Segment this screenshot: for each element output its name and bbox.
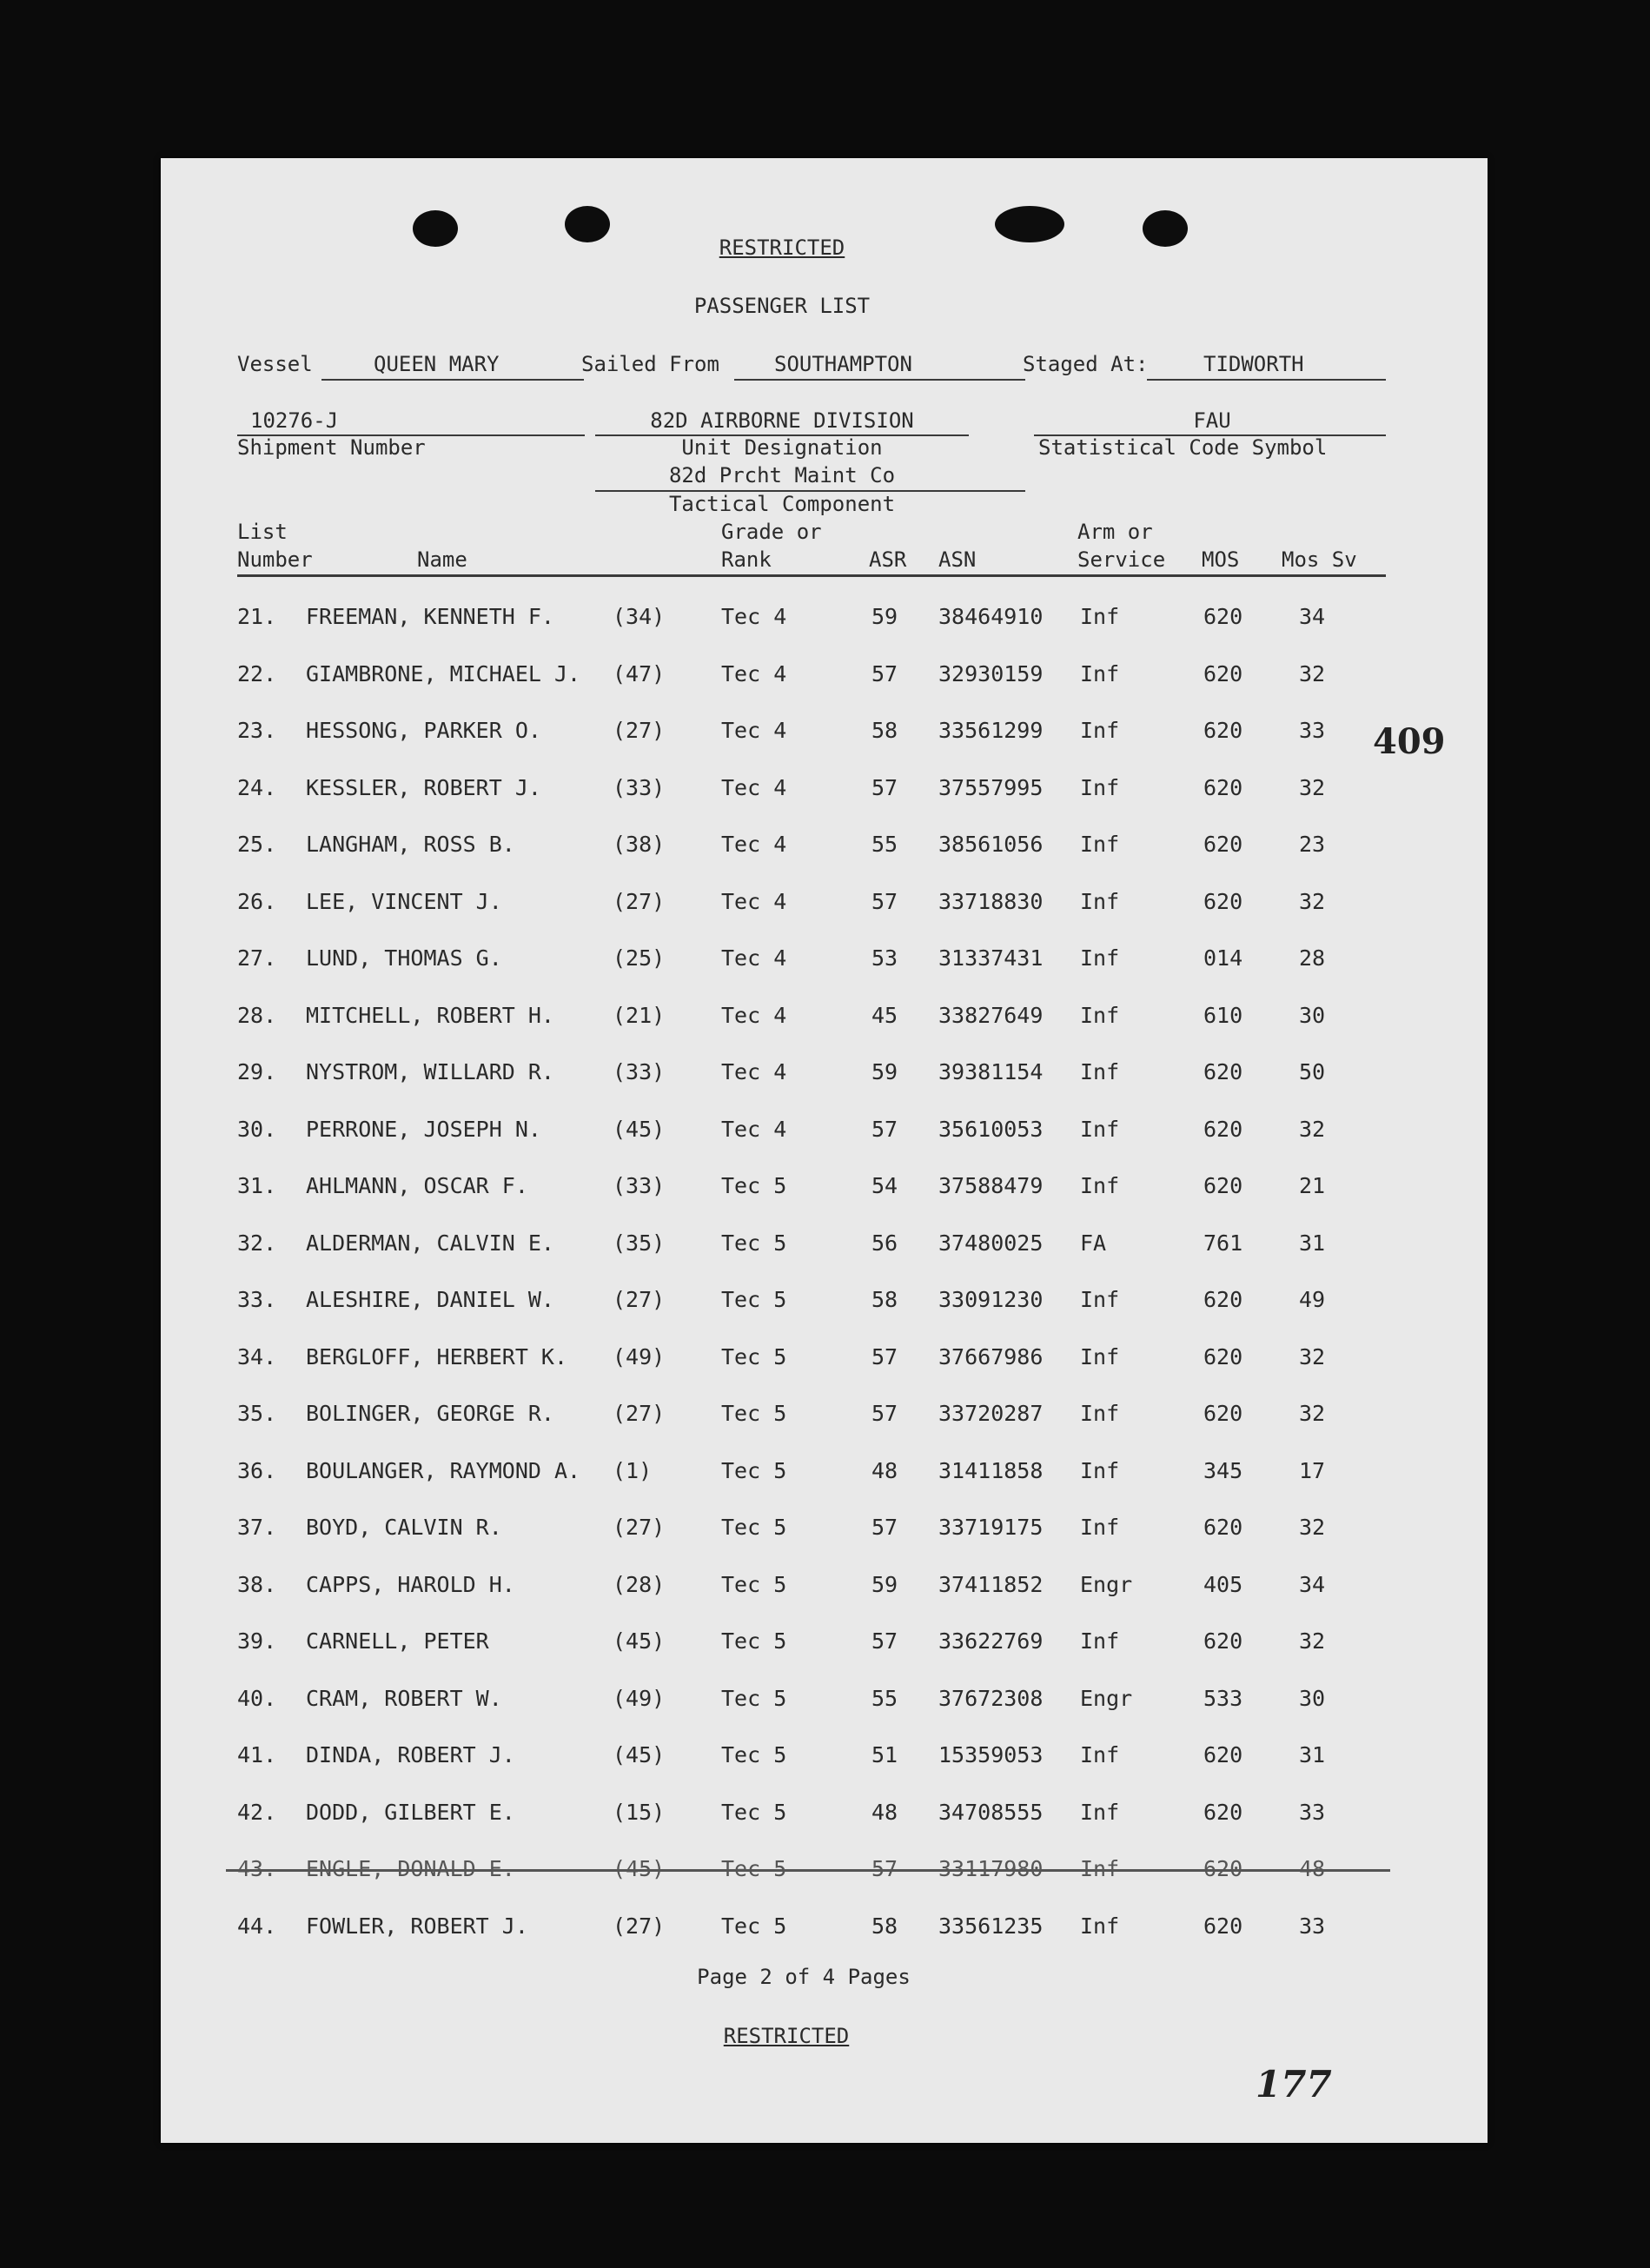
row-name: DODD, GILBERT E. [306,1799,515,1825]
row-age: (34) [613,604,666,629]
row-asn: 15359053 [938,1742,1044,1767]
row-name: BERGLOFF, HERBERT K. [306,1343,568,1369]
row-number: 40. [237,1685,277,1711]
row-mos-sv: 32 [1299,1515,1326,1540]
sailed-label: Sailed From [581,352,719,376]
row-asr: 57 [871,1856,898,1881]
table-row [161,1454,1488,1489]
row-asn: 33827649 [938,1002,1044,1028]
col-asr: ASR [869,547,907,572]
row-mos: 761 [1203,1230,1243,1256]
row-name: FOWLER, ROBERT J. [306,1913,528,1939]
table-row [161,1396,1488,1431]
row-arm: Inf [1080,1287,1120,1312]
row-mos: 620 [1203,1628,1243,1654]
row-mos: 345 [1203,1457,1243,1483]
row-arm: Inf [1080,1457,1120,1483]
row-asr: 57 [871,888,898,914]
row-grade: Tec 5 [721,1799,787,1825]
table-row [161,1909,1488,1944]
row-asn: 38464910 [938,604,1044,629]
row-name: CRAM, ROBERT W. [306,1685,502,1711]
row-grade: Tec 4 [721,945,787,971]
row-age: (27) [613,1401,666,1426]
col-list-number-2: Number [237,547,313,572]
row-arm: Inf [1080,1742,1120,1767]
table-row [161,1226,1488,1261]
row-asr: 59 [871,604,898,629]
row-age: (49) [613,1343,666,1369]
row-number: 44. [237,1913,277,1939]
row-grade: Tec 4 [721,888,787,914]
row-age: (45) [613,1116,666,1142]
row-mos-sv: 32 [1299,660,1326,686]
row-age: (21) [613,1002,666,1028]
table-row [161,1283,1488,1317]
tactical-component: 82d Prcht Maint Co [668,463,896,487]
row-mos-sv: 32 [1299,1628,1326,1654]
row-asn: 37672308 [938,1685,1044,1711]
row-arm: Inf [1080,774,1120,800]
row-arm: Inf [1080,945,1120,971]
row-number: 23. [237,718,277,743]
unit-label: Unit Designation [681,435,883,460]
row-grade: Tec 4 [721,660,787,686]
sailed-underline [734,379,1025,381]
row-asn: 31337431 [938,945,1044,971]
row-age: (45) [613,1628,666,1654]
row-arm: Inf [1080,1628,1120,1654]
row-asn: 35610053 [938,1116,1044,1142]
row-age: (25) [613,945,666,971]
row-asn: 33622769 [938,1628,1044,1654]
row-mos: 014 [1203,945,1243,971]
row-asr: 58 [871,718,898,743]
row-number: 35. [237,1401,277,1426]
row-number: 28. [237,1002,277,1028]
row-name: NYSTROM, WILLARD R. [306,1059,554,1084]
row-age: (47) [613,660,666,686]
row-asr: 45 [871,1002,898,1028]
row-mos: 405 [1203,1571,1243,1597]
row-asn: 31411858 [938,1457,1044,1483]
row-mos-sv: 34 [1299,604,1326,629]
row-mos-sv: 33 [1299,1799,1326,1825]
row-mos: 620 [1203,1515,1243,1540]
row-number: 33. [237,1287,277,1312]
row-mos-sv: 32 [1299,1343,1326,1369]
row-mos: 620 [1203,1343,1243,1369]
row-name: ALESHIRE, DANIEL W. [306,1287,554,1312]
row-grade: Tec 5 [721,1571,787,1597]
row-mos: 620 [1203,604,1243,629]
row-name: BOULANGER, RAYMOND A. [306,1457,581,1483]
row-age: (35) [613,1230,666,1256]
table-row [161,1340,1488,1375]
row-number: 43. [237,1856,277,1881]
row-grade: Tec 4 [721,774,787,800]
row-asr: 59 [871,1571,898,1597]
table-row [161,1681,1488,1716]
row-mos-sv: 49 [1299,1287,1326,1312]
col-asn: ASN [938,547,977,572]
col-grade: Grade or [721,520,822,544]
stat-code: FAU [1193,408,1231,433]
row-arm: Inf [1080,1856,1120,1881]
row-arm: Inf [1080,1059,1120,1084]
row-asn: 39381154 [938,1059,1044,1084]
row-number: 34. [237,1343,277,1369]
unit-designation: 82D AIRBORNE DIVISION [650,408,914,433]
row-mos-sv: 34 [1299,1571,1326,1597]
row-asr: 51 [871,1742,898,1767]
table-row [161,1055,1488,1090]
row-name: KESSLER, ROBERT J. [306,774,541,800]
row-grade: Tec 5 [721,1343,787,1369]
row-mos: 620 [1203,832,1243,857]
row-number: 42. [237,1799,277,1825]
staged-value: TIDWORTH [1203,352,1304,376]
row-grade: Tec 5 [721,1173,787,1198]
vessel-label: Vessel [237,352,313,376]
row-asr: 57 [871,1515,898,1540]
row-arm: Inf [1080,832,1120,857]
row-mos-sv: 23 [1299,832,1326,857]
row-mos: 620 [1203,774,1243,800]
table-row [161,941,1488,976]
row-age: (15) [613,1799,666,1825]
col-arm-2: Service [1077,547,1166,572]
row-mos-sv: 33 [1299,718,1326,743]
page-stamp-side: 409 [1373,721,1446,762]
row-grade: Tec 4 [721,832,787,857]
row-age: (38) [613,832,666,857]
row-arm: FA [1080,1230,1107,1256]
punch-hole [413,210,458,247]
table-row [161,657,1488,692]
table-row [161,713,1488,748]
row-asn: 37480025 [938,1230,1044,1256]
row-asr: 55 [871,832,898,857]
row-mos-sv: 21 [1299,1173,1326,1198]
row-mos-sv: 31 [1299,1230,1326,1256]
row-age: (1) [613,1457,653,1483]
row-mos: 620 [1203,1742,1243,1767]
row-name: LEE, VINCENT J. [306,888,502,914]
row-number: 31. [237,1173,277,1198]
sailed-value: SOUTHAMPTON [774,352,912,376]
row-age: (45) [613,1742,666,1767]
row-asr: 55 [871,1685,898,1711]
row-grade: Tec 5 [721,1913,787,1939]
row-asr: 48 [871,1799,898,1825]
row-mos-sv: 32 [1299,1116,1326,1142]
row-asr: 57 [871,1401,898,1426]
row-number: 25. [237,832,277,857]
row-mos-sv: 33 [1299,1913,1326,1939]
row-grade: Tec 4 [721,1002,787,1028]
col-name: Name [417,547,467,572]
table-row [161,998,1488,1033]
row-mos: 620 [1203,1287,1243,1312]
page-stamp-bottom: 177 [1256,2063,1332,2106]
row-arm: Inf [1080,604,1120,629]
row-asn: 33720287 [938,1401,1044,1426]
row-asr: 57 [871,774,898,800]
row-number: 36. [237,1457,277,1483]
row-name: FREEMAN, KENNETH F. [306,604,554,629]
row-name: PERRONE, JOSEPH N. [306,1116,541,1142]
row-arm: Inf [1080,1002,1120,1028]
page-indicator: Page 2 of 4 Pages [697,1965,911,1989]
row-age: (27) [613,1287,666,1312]
row-asr: 57 [871,1343,898,1369]
col-grade-2: Rank [721,547,772,572]
row-grade: Tec 4 [721,718,787,743]
row-asr: 58 [871,1913,898,1939]
row-mos: 620 [1203,1913,1243,1939]
row-grade: Tec 5 [721,1401,787,1426]
row-mos: 610 [1203,1002,1243,1028]
row-mos: 620 [1203,1799,1243,1825]
row-number: 37. [237,1515,277,1540]
row-name: ALDERMAN, CALVIN E. [306,1230,554,1256]
row-mos: 533 [1203,1685,1243,1711]
row-number: 21. [237,604,277,629]
row-asn: 33719175 [938,1515,1044,1540]
row-age: (27) [613,1515,666,1540]
row-name: DINDA, ROBERT J. [306,1742,515,1767]
table-row [161,600,1488,634]
row-asn: 33091230 [938,1287,1044,1312]
table-row [161,1852,1488,1887]
row-arm: Inf [1080,1799,1120,1825]
row-arm: Inf [1080,1913,1120,1939]
row-mos-sv: 32 [1299,1401,1326,1426]
row-asn: 37588479 [938,1173,1044,1198]
row-grade: Tec 5 [721,1230,787,1256]
row-asn: 33718830 [938,888,1044,914]
row-mos-sv: 31 [1299,1742,1326,1767]
row-age: (28) [613,1571,666,1597]
row-asn: 32930159 [938,660,1044,686]
row-asn: 38561056 [938,832,1044,857]
row-arm: Engr [1080,1571,1133,1597]
document-page [161,158,1488,2143]
row-asr: 59 [871,1059,898,1084]
row-arm: Inf [1080,1343,1120,1369]
row-mos-sv: 48 [1299,1856,1326,1881]
row-mos-sv: 30 [1299,1002,1326,1028]
row-age: (27) [613,718,666,743]
shipment-number: 10276-J [250,408,339,433]
row-arm: Inf [1080,1401,1120,1426]
row-mos: 620 [1203,1059,1243,1084]
row-name: BOLINGER, GEORGE R. [306,1401,554,1426]
row-age: (33) [613,1173,666,1198]
row-grade: Tec 5 [721,1457,787,1483]
row-arm: Engr [1080,1685,1133,1711]
row-arm: Inf [1080,1116,1120,1142]
classification-top: RESTRICTED [719,235,845,260]
row-name: HESSONG, PARKER O. [306,718,541,743]
header-rule [237,574,1386,577]
classification-bottom: RESTRICTED [723,2024,850,2048]
shipment-label: Shipment Number [237,435,426,460]
row-number: 30. [237,1116,277,1142]
row-asn: 34708555 [938,1799,1044,1825]
row-name: LANGHAM, ROSS B. [306,832,515,857]
row-age: (27) [613,888,666,914]
row-asn: 33117980 [938,1856,1044,1881]
table-row [161,1624,1488,1659]
row-mos: 620 [1203,1856,1243,1881]
row-grade: Tec 5 [721,1515,787,1540]
row-mos: 620 [1203,888,1243,914]
row-asn: 33561235 [938,1913,1044,1939]
col-mos: MOS [1202,547,1240,572]
row-name: AHLMANN, OSCAR F. [306,1173,528,1198]
table-row [161,1510,1488,1545]
row-age: (45) [613,1856,666,1881]
row-name: CAPPS, HAROLD H. [306,1571,515,1597]
row-asr: 56 [871,1230,898,1256]
staged-underline [1147,379,1386,381]
row-grade: Tec 5 [721,1685,787,1711]
row-arm: Inf [1080,660,1120,686]
row-name: LUND, THOMAS G. [306,945,502,971]
row-number: 24. [237,774,277,800]
strike-through-line [226,1869,1390,1872]
stat-label: Statistical Code Symbol [1038,435,1328,460]
row-grade: Tec 4 [721,1116,787,1142]
row-number: 32. [237,1230,277,1256]
row-grade: Tec 5 [721,1856,787,1881]
row-asr: 57 [871,1628,898,1654]
row-mos: 620 [1203,718,1243,743]
row-number: 41. [237,1742,277,1767]
col-list-number: List [237,520,288,544]
table-row [161,771,1488,806]
row-grade: Tec 5 [721,1287,787,1312]
row-age: (33) [613,774,666,800]
document-title: PASSENGER LIST [693,294,871,318]
row-mos-sv: 50 [1299,1059,1326,1084]
row-age: (27) [613,1913,666,1939]
row-number: 29. [237,1059,277,1084]
row-arm: Inf [1080,888,1120,914]
row-asr: 57 [871,1116,898,1142]
row-name: GIAMBRONE, MICHAEL J. [306,660,581,686]
table-row [161,1738,1488,1773]
row-mos: 620 [1203,1116,1243,1142]
row-number: 38. [237,1571,277,1597]
row-mos-sv: 28 [1299,945,1326,971]
table-row [161,1169,1488,1204]
row-arm: Inf [1080,1515,1120,1540]
row-name: BOYD, CALVIN R. [306,1515,502,1540]
table-row [161,827,1488,862]
row-number: 22. [237,660,277,686]
row-arm: Inf [1080,1173,1120,1198]
row-asr: 54 [871,1173,898,1198]
table-row [161,885,1488,919]
row-age: (33) [613,1059,666,1084]
punch-hole [995,206,1064,242]
row-name: MITCHELL, ROBERT H. [306,1002,554,1028]
row-arm: Inf [1080,718,1120,743]
row-grade: Tec 4 [721,1059,787,1084]
col-mos-sv: Mos Sv [1282,547,1357,572]
row-grade: Tec 5 [721,1742,787,1767]
punch-hole [565,206,610,242]
row-number: 26. [237,888,277,914]
table-row [161,1112,1488,1147]
row-mos-sv: 32 [1299,774,1326,800]
row-asn: 33561299 [938,718,1044,743]
row-mos: 620 [1203,1401,1243,1426]
row-name: CARNELL, PETER [306,1628,489,1654]
row-asr: 58 [871,1287,898,1312]
row-name: ENGLE, DONALD E. [306,1856,515,1881]
row-mos-sv: 32 [1299,888,1326,914]
row-mos: 620 [1203,660,1243,686]
punch-hole [1143,210,1188,247]
tactical-label: Tactical Component [668,492,896,516]
row-asn: 37557995 [938,774,1044,800]
vessel-value: QUEEN MARY [374,352,500,376]
row-mos-sv: 17 [1299,1457,1326,1483]
row-grade: Tec 5 [721,1628,787,1654]
row-mos-sv: 30 [1299,1685,1326,1711]
table-row [161,1795,1488,1830]
row-asn: 37411852 [938,1571,1044,1597]
table-row [161,1568,1488,1602]
row-number: 39. [237,1628,277,1654]
vessel-underline [321,379,584,381]
row-asr: 53 [871,945,898,971]
row-grade: Tec 4 [721,604,787,629]
row-asr: 48 [871,1457,898,1483]
staged-label: Staged At: [1023,352,1149,376]
row-number: 27. [237,945,277,971]
row-age: (49) [613,1685,666,1711]
row-mos: 620 [1203,1173,1243,1198]
col-arm: Arm or [1077,520,1153,544]
row-asr: 57 [871,660,898,686]
row-asn: 37667986 [938,1343,1044,1369]
